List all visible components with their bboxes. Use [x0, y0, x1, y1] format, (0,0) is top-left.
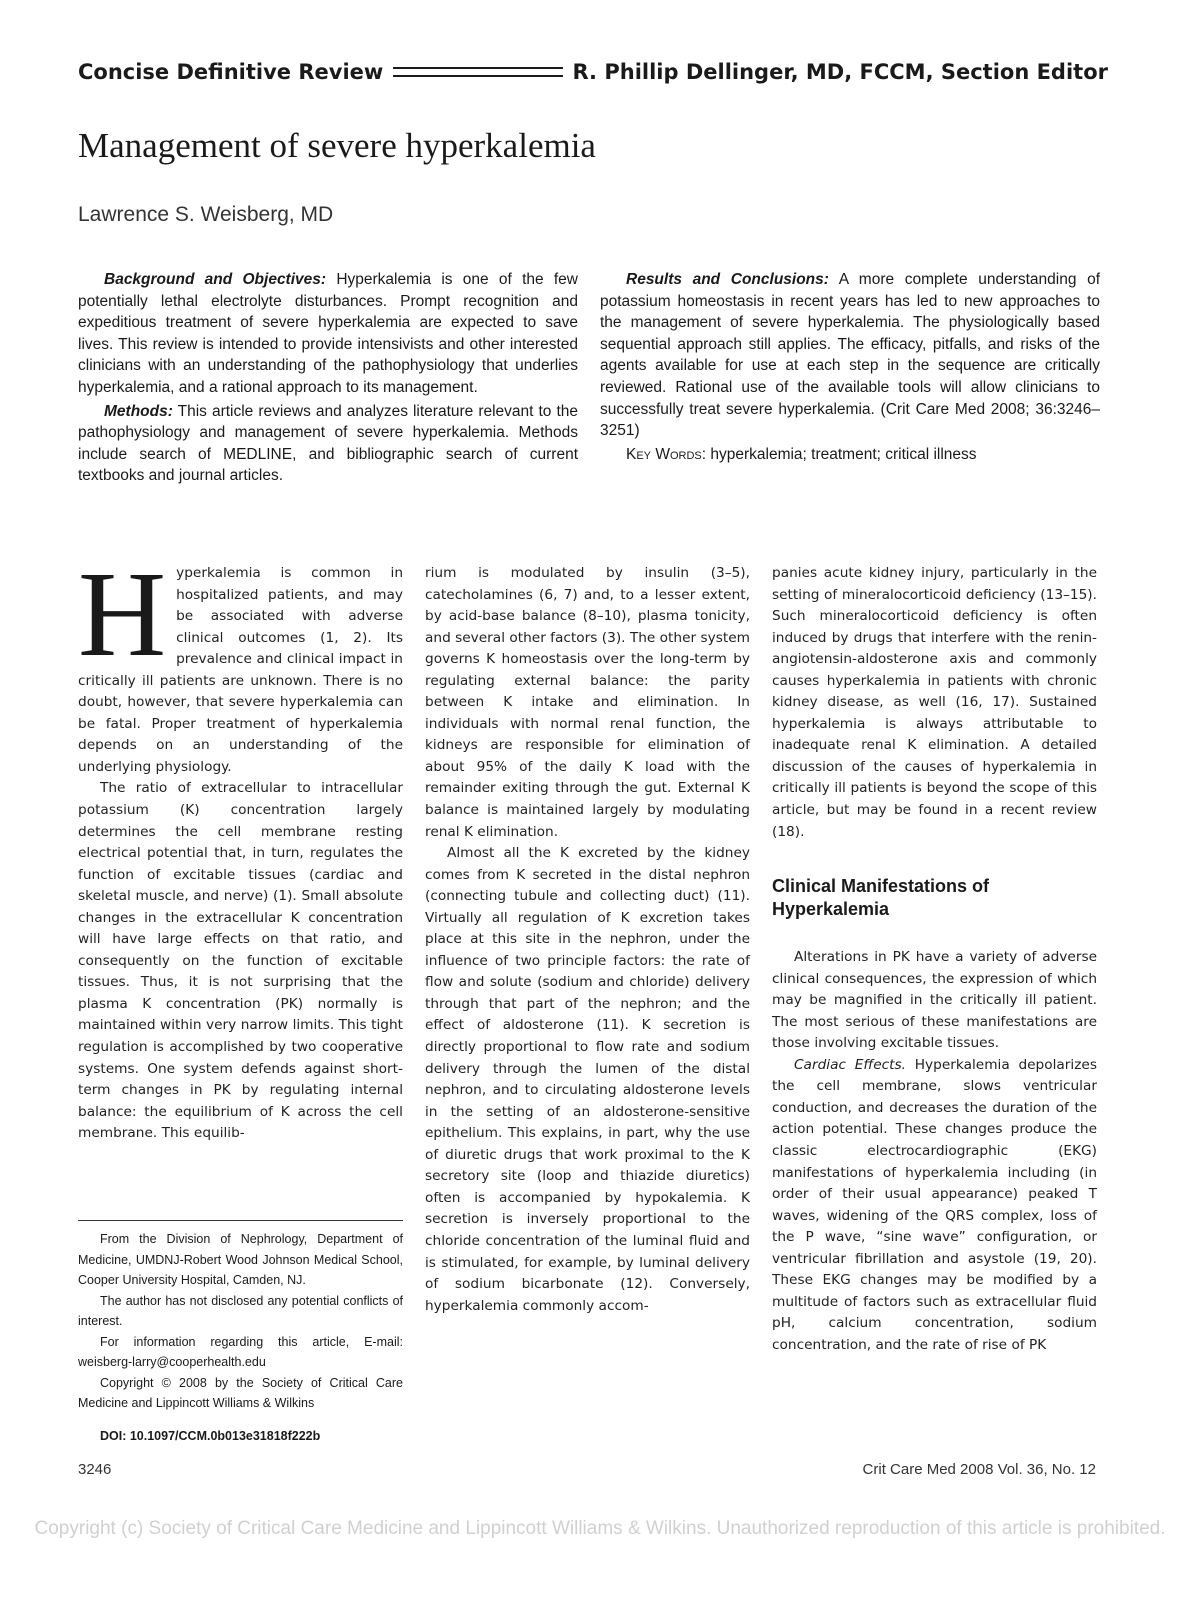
affiliation-note: From the Division of Nephrology, Department of Medicine, UMDNJ-Robert Wood Johnson Medical School, Cooper University Hospital, Camden, NJ.	[78, 1232, 403, 1287]
body-paragraph: panies acute kidney injury, particularly in the setting of mineralocorticoid deficiency (13–15). Such mineralocorticoid deficiency is often induced by drugs that interfere with the renin-angiotensin-aldosterone axis and commonly causes hyperkalemia in patients with chronic kidney disease, as well (16, 17). Sustained hyperkalemia is always attributable to inadequate renal K elimination. A detailed discussion of the causes of hyperkalemia in critically ill patients is beyond the scope of this article, but may be found in a recent review (18).	[772, 565, 1097, 840]
page-number: 3246	[78, 1461, 112, 1478]
conflict-note: The author has not disclosed any potential conflicts of interest.	[78, 1293, 403, 1328]
abstract-background	[78, 269, 578, 399]
contact-note: For information regarding this article, E-mail: weisberg-larry@cooperhealth.edu	[78, 1334, 403, 1369]
abstract-methods	[78, 401, 578, 487]
section-heading: Clinical Manifestations of Hyperkalemia	[772, 876, 990, 920]
body-paragraph: Alterations in PK have a variety of adverse clinical consequences, the expression of which may be magnified in the critically ill patient. The most serious of these manifestations are those involving excitable tissues.	[772, 949, 1097, 1052]
author-line: Lawrence S. Weisberg, MD	[78, 203, 334, 226]
background-label: Background and Objectives:	[104, 271, 327, 288]
body-paragraph: Almost all the K excreted by the kidney comes from K secreted in the distal nephron (connecting tubule and collecting duct) (11). Virtually all regulation of K excretion takes place at this site in the nephron, under the influence of two principle factors: the rate of flow and solute (sodium and chloride) delivery through that part of the nephron; and the effect of aldosterone (11). K secretion is directly proportional to flow rate and sodium delivery through the lumen of the distal nephron, and to circulating aldosterone levels in the setting of an aldosterone-sensitive epithelium. This explains, in part, why the use of diuretic drugs that work proximal to the K secretory site (loop and thiazide diuretics) often is accompanied by hypokalemia. K secretion is inversely proportional to the chloride concentration of the luminal fluid and is stimulated, for example, by luminal delivery of sodium bicarbonate (12). Conversely, hyperkalemia commonly accom-	[425, 845, 750, 1314]
footnotes	[78, 1220, 403, 1446]
background-text: Hyperkalemia is one of the few potentially lethal electrolyte disturbances. Prompt recognition and expeditious treatment of severe hyperkalemia are expected to save lives. This review is intended to provide intensivists and other interested clinicians with an understanding of the pathophysiology that underlies hyperkalemia, and a rational approach to its management.	[78, 271, 579, 396]
journal-citation: Crit Care Med 2008 Vol. 36, No. 12	[862, 1461, 1096, 1478]
article-title: Management of severe hyperkalemia	[78, 126, 596, 165]
body-paragraph	[78, 547, 403, 778]
body-paragraph: The ratio of extracellular to intracellular potassium (K) concentration largely determines the cell membrane resting electrical potential that, in turn, regulates the function of excitable tissues (cardiac and skeletal muscle, and nerve) (1). Small absolute changes in the extracellular K concentration will have large effects on that ratio, and consequently on the function of excitable tissues. Thus, it is not surprising that the plasma K concentration (PK) normally is maintained within very narrow limits. This tight regulation is accomplished by two cooperative systems. One system defends against short-term changes in PK by regulating internal balance: the equilibrium of K across the cell membrane. This equilib-	[78, 780, 403, 1142]
subsection-label: Cardiac Effects.	[794, 1056, 907, 1073]
keywords-label: Key Words:	[626, 445, 707, 463]
section-label: Concise Definitive Review	[78, 60, 384, 84]
keywords-text: hyperkalemia; treatment; critical illness	[710, 445, 977, 463]
body-column-3	[772, 563, 1097, 1357]
abstract-right-column	[600, 269, 1100, 467]
methods-text: This article reviews and analyzes literature relevant to the pathophysiology and management of severe hyperkalemia. Methods include search of MEDLINE, and bibliographic search of current textbooks and journal articles.	[78, 402, 578, 485]
results-text: A more complete understanding of potassium homeostasis in recent years has led to new approaches to the management of severe hyperkalemia. The physiologically based sequential approach still applies. The efficacy, pitfalls, and risks of the agents available for use at each step in the sequence are critically reviewed. Rational use of the available tools will allow clinicians to successfully treat severe hyperkalemia. (Crit Care Med 2008; 36:3246–3251)	[600, 271, 1100, 440]
methods-label: Methods:	[104, 402, 173, 420]
copyright-watermark: Copyright (c) Society of Critical Care Medicine and Lippincott Williams & Wilkins. Unauthorized reproduction of this article is prohibited.	[34, 1518, 1166, 1539]
running-header	[78, 56, 1108, 88]
drop-cap: H	[78, 547, 167, 682]
copyright-note: Copyright © 2008 by the Society of Critical Care Medicine and Lippincott Williams & Wilkins	[78, 1375, 403, 1410]
body-column-2	[425, 563, 750, 1317]
cardiac-effects-text: Hyperkalemia depolarizes the cell membrane, slows ventricular conduction, and decreases the duration of the action potential. These changes produce the classic electrocardiographic (EKG) manifestations of hyperkalemia including (in order of their usual appearance) peaked T waves, widening of the QRS complex, loss of the P wave, “sine wave” configuration, or ventricular fibrillation and asystole (19, 20). These EKG changes may be modified by a multitude of factors such as extracellular fluid pH, calcium concentration, sodium concentration, and the rate of rise of PK	[772, 1056, 1097, 1353]
body-paragraph	[772, 1055, 1097, 1357]
abstract-keywords	[600, 444, 1100, 466]
header-rule	[393, 67, 562, 77]
section-editor: R. Phillip Dellinger, MD, FCCM, Section Editor	[572, 60, 1108, 84]
results-label: Results and Conclusions:	[626, 271, 829, 288]
body-paragraph: rium is modulated by insulin (3–5), catecholamines (6, 7) and, to a lesser extent, by acid-base balance (8–10), plasma tonicity, and several other factors (3). The other system governs K homeostasis over the long-term by regulating external balance: the parity between K intake and elimination. In individuals with normal renal function, the kidneys are responsible for elimination of about 95% of the daily K load with the remainder exiting through the gut. External K balance is maintained largely by modulating renal K elimination.	[425, 565, 750, 840]
body-column-1	[78, 547, 403, 1145]
abstract-left-column	[78, 269, 578, 489]
abstract-results	[600, 269, 1100, 442]
doi-line: DOI: 10.1097/CCM.0b013e31818f222b	[100, 1428, 321, 1443]
intro-text: yperkalemia is common in hospitalized patients, and may be associated with adverse clinical outcomes (1, 2). Its prevalence and clinical impact in critically ill patients are unknown. There is no doubt, however, that severe hyperkalemia can be fatal. Proper treatment of hyperkalemia depends on an understanding of the underlying physiology.	[78, 565, 403, 775]
